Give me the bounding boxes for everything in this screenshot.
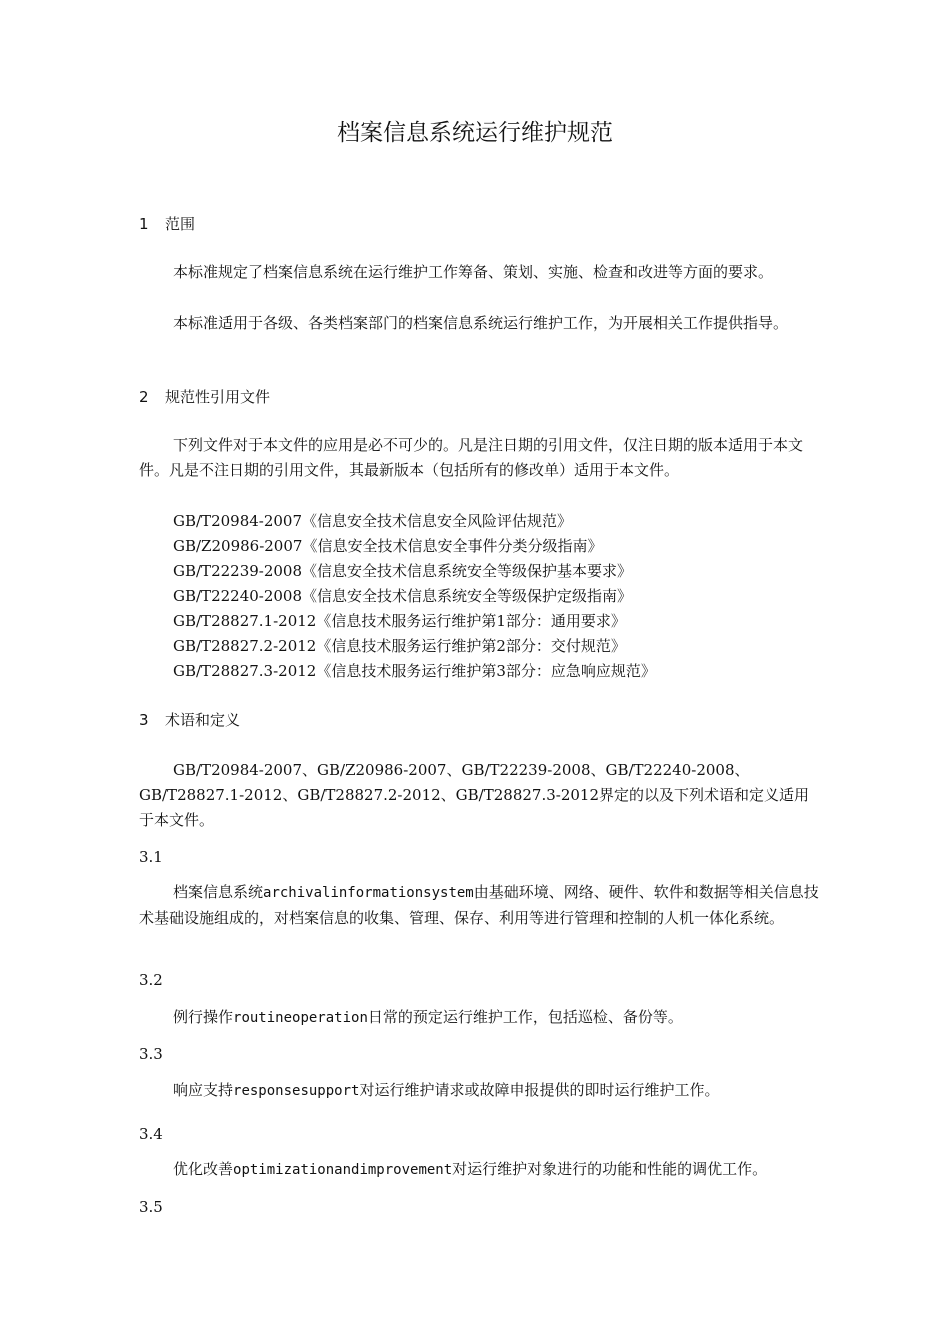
section-title: 规范性引用文件 — [165, 388, 271, 406]
clause-number: 3.2 — [139, 971, 163, 989]
paragraph: GB/T20984-2007、GB/Z20986-2007、GB/T22239-2008、GB/T22240-2008、GB/T28827.1-2012、GB/T28827.2-2012、GB/T28827.3-2012界定的以及下列术语和定义适用于本文件。 — [139, 761, 810, 829]
term-english: responsesupport — [233, 1083, 360, 1099]
term-definition — [139, 880, 819, 931]
term-name: 优化改善 — [173, 1160, 234, 1178]
reference-item: GB/T22240-2008《信息安全技术信息系统安全等级保护定级指南》 — [173, 587, 633, 605]
term-english: optimizationandimprovement — [233, 1162, 453, 1178]
term-name: 响应支持 — [173, 1081, 234, 1099]
section-number: 3 — [139, 711, 149, 729]
clause-number: 3.4 — [139, 1125, 163, 1143]
clause-number: 3.5 — [139, 1198, 163, 1216]
clause-number: 3.3 — [139, 1045, 163, 1063]
reference-item: GB/T28827.3-2012《信息技术服务运行维护第3部分：应急响应规范》 — [173, 662, 656, 680]
clause-number: 3.1 — [139, 848, 163, 866]
term-definition — [139, 1157, 819, 1183]
section-heading — [139, 709, 240, 731]
paragraph: 本标准规定了档案信息系统在运行维护工作筹备、策划、实施、检查和改进等方面的要求。 — [173, 263, 774, 281]
term-text: 由基础环境、网络、硬件、软件和数据等相关信息技术基础设施组成的，对档案信息的收集、管理、保存、利用等进行管理和控制的人机一体化系统。 — [139, 883, 819, 927]
section-number: 2 — [139, 388, 149, 406]
term-name: 例行操作 — [173, 1008, 234, 1026]
section-title: 范围 — [165, 215, 196, 233]
document-title: 档案信息系统运行维护规范 — [337, 120, 613, 146]
reference-item: GB/T28827.1-2012《信息技术服务运行维护第1部分：通用要求》 — [173, 612, 626, 630]
reference-item: GB/T22239-2008《信息安全技术信息系统安全等级保护基本要求》 — [173, 562, 633, 580]
term-name: 档案信息系统 — [173, 883, 264, 901]
section-title: 术语和定义 — [165, 711, 241, 729]
term-text: 日常的预定运行维护工作，包括巡检、备份等。 — [367, 1008, 683, 1026]
reference-item: GB/T20984-2007《信息安全技术信息安全风险评估规范》 — [173, 512, 573, 530]
term-text: 对运行维护对象进行的功能和性能的调优工作。 — [452, 1160, 768, 1178]
term-definition — [139, 1078, 819, 1104]
term-text: 对运行维护请求或故障申报提供的即时运行维护工作。 — [359, 1081, 720, 1099]
reference-item: GB/Z20986-2007《信息安全技术信息安全事件分类分级指南》 — [173, 537, 603, 555]
paragraph: 本标准适用于各级、各类档案部门的档案信息系统运行维护工作，为开展相关工作提供指导。 — [173, 314, 789, 332]
term-english: archivalinformationsystem — [263, 885, 474, 901]
section-heading — [139, 386, 270, 408]
term-definition — [139, 1005, 819, 1031]
section-number: 1 — [139, 215, 149, 233]
paragraph: 下列文件对于本文件的应用是必不可少的。凡是注日期的引用文件，仅注日期的版本适用于本文件。凡是不注日期的引用文件，其最新版本（包括所有的修改单）适用于本文件。 — [139, 436, 804, 479]
term-english: routineoperation — [233, 1010, 368, 1026]
reference-item: GB/T28827.2-2012《信息技术服务运行维护第2部分：交付规范》 — [173, 637, 626, 655]
section-heading — [139, 213, 195, 235]
